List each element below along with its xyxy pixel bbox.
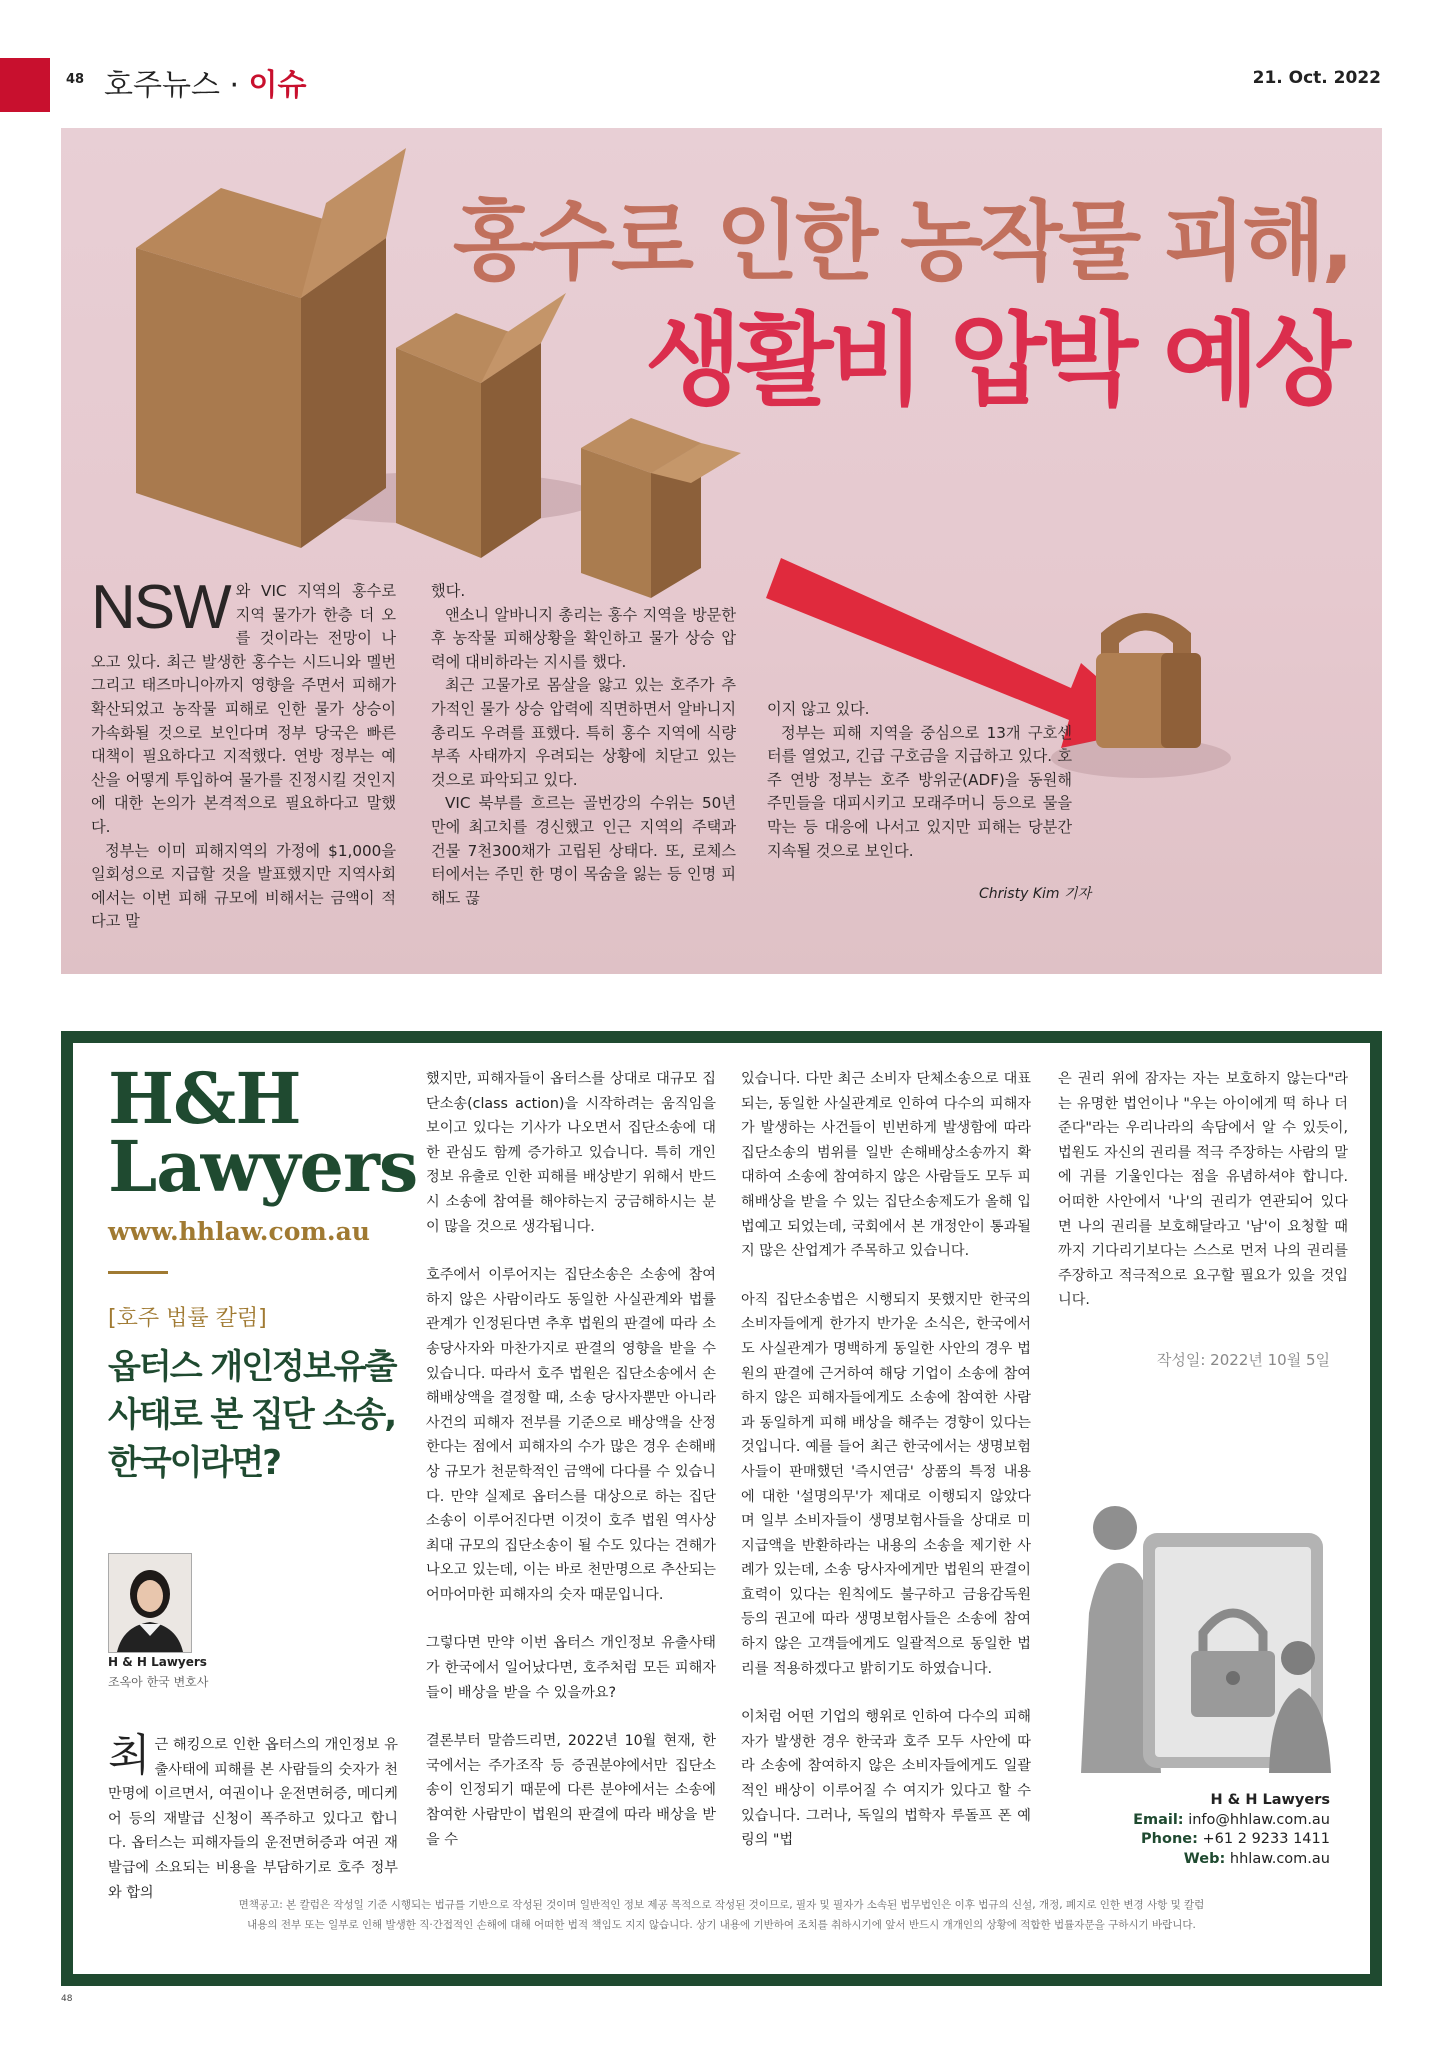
law-paragraph: 결론부터 말씀드리면, 2022년 10월 현재, 한국에서는 주가조작 등 증권분야에서만 집단소송이 인정되기 때문에 다른 분야에서는 소송에 참여한 사람만이 법원의 판결에 따라 배상을 받을 수 [426,1733,716,1848]
byline: Christy Kim 기자 [979,886,1092,902]
column-tag: [호주 법률 칼럼] [108,1306,267,1331]
column-title: 옵터스 개인정보유출 사태로 본 집단 소송, 한국이라면? [108,1347,396,1483]
issue-date: 21. Oct. 2022 [1252,68,1381,88]
article-paragraph: 앤소니 알바니지 총리는 홍수 지역을 방문한 후 농작물 피해상황을 확인하고 물가 상승 압력에 대비하라는 지시를 했다. [431,605,736,671]
section-separator: · [219,68,249,103]
law-paragraph: 호주에서 이루어지는 집단소송은 소송에 참여하지 않은 사람이라도 동일한 사실관계와 법률관계가 인정된다면 추후 법원의 판결에 따라 소송당사자와 마찬가지로 판결의 영향을 받을 수 있습니다. 따라서 호주 법원은 집단소송에서 손해배상액을 결정할 때, 소송 당사자뿐만 아니라 사건의 피해자 전부를 기준으로 배상액을 산정한다는 점에서 피해자의 수가 많은 경우 손해배상 규모가 천문학적인 금액에 다다를 수 있습니다. 만약 실제로 옵터스를 대상으로 하는 집단소송이 이루어진다면 이것이 호주 법원 역사상 최대 규모의 집단소송이 될 수도 있다는 견해가 나오고 있는데, 이는 바로 천만명으로 추산되는 어마어마한 피해자의 숫자 때문입니다. [426,1267,716,1603]
gold-divider [108,1271,168,1274]
law-paragraph: 근 해킹으로 인한 옵터스의 개인정보 유출사태에 피해를 본 사람들의 숫자가 천만명에 이르면서, 여권이나 운전면허증, 메디케어 등의 재발급 신청이 폭주하고 있다고 합니다. 옵터스는 피해자들의 운전면허증과 여권 재발급에 소요되는 비용을 부담하기로 호주 정부와 합의 [108,1737,398,1901]
mid-box-left [396,348,481,558]
law-paragraph: 그렇다면 만약 이번 옵터스 개인정보 유출사태가 한국에서 일어났다면, 호주처럼 모든 피해자들이 배상을 받을 수 있을까요? [426,1635,716,1701]
article-column-3 [767,698,1072,863]
small-box-left [581,448,651,598]
article-paragraph: 정부는 피해 지역을 중심으로 13개 구호센터를 열었고, 긴급 구호금을 지급하고 있다. 호주 연방 정부는 호주 방위군(ADF)을 동원해 주민들을 대피시키고 모래주머니 등으로 물을 막는 등 대응에 나서고 있지만 피해는 당분간 지속될 것으로 보인다. [767,723,1072,860]
disclaimer-line-1: 면책공고: 본 칼럼은 작성일 기준 시행되는 법규를 기반으로 작성된 것이며 일반적인 정보 제공 목적으로 작성된 것이므로, 필자 및 필자가 소속된 법무법인은 이후 법규의 신설, 개정, 폐지로 인한 변경 사항 및 칼럼 [238,1899,1205,1911]
person-head [1093,1506,1137,1550]
disclaimer [103,1895,1340,1935]
article-paragraph: 했다. [431,582,466,600]
article-paragraph: VIC 북부를 흐르는 골번강의 수위는 50년 만에 최고치를 경신했고 인근 지역의 주택과 건물 7천300채가 고립된 상태다. 또, 로체스터에서는 주민 한 명이 목숨을 잃는 등 인명 피해도 끊 [431,794,736,907]
author-role: 조옥아 한국 변호사 [108,1675,209,1689]
contact-email[interactable]: info@hhlaw.com.au [1188,1811,1330,1828]
article-column-1 [91,573,396,934]
keyhole-icon [1226,1671,1240,1685]
dropcap: NSW [91,573,230,642]
logo-line-1: H&H [108,1057,301,1140]
article-paragraph: 이지 않고 있다. [767,700,870,718]
web-label: Web: [1183,1850,1226,1867]
article-column-2 [431,580,736,910]
tablet-lock-illustration [1073,1473,1338,1773]
footer-page-number: 48 [61,1994,73,2004]
logo-line-2: Lawyers [108,1125,418,1208]
article-paragraph: 최근 고물가로 몸살을 앓고 있는 호주가 추가적인 물가 상승 압력에 직면하면서 알바니지 총리도 우려를 표했다. 특히 홍수 지역에 식량 부족 사태까지 우려되는 상황에 치닫고 있는 것으로 파악되고 있다. [431,676,736,789]
section-sub: 이슈 [248,68,307,103]
contact-web[interactable]: hhlaw.com.au [1229,1850,1330,1867]
headline-line1: 홍수로 인한 농작물 피해, [452,192,1350,292]
article-paragraph: 정부는 이미 피해지역의 가정에 $1,000을 일회성으로 지급할 것을 발표했지만 지역사회에서는 이번 피해 규모에 비해서는 금액이 적다고 말 [91,841,396,931]
page-number: 48 [66,72,85,87]
bag-handle [1101,613,1191,658]
law-column-box [61,1031,1382,1986]
second-person-head [1281,1641,1315,1675]
author-photo [108,1553,192,1653]
law-paragraph: 이처럼 어떤 기업의 행위로 인하여 다수의 피해자가 발생한 경우 한국과 호주 모두 사안에 따라 소송에 참여하지 않은 소비자들에게도 일괄적인 배상이 이루어질 수 여지가 있다고 할 수 있습니다. 그러나, 독일의 법학자 루돌프 폰 예링의 "법 [741,1709,1031,1849]
law-column-col2 [426,1067,716,1876]
law-paragraph: 아직 집단소송법은 시행되지 못했지만 한국의 소비자들에게 한가지 반가운 소식은, 한국에서도 사실관계가 명백하게 동일한 사안의 경우 법원의 판결에 근거하여 해당 기업이 소송에 참여하지 않은 피해자들에게도 소송에 참여한 사람과 동일하게 피해 배상을 해주는 경향이 있다는 것입니다. 예를 들어 최근 한국에서는 생명보험사들이 판매했던 '즉시연금' 상품의 특정 내용에 대한 '설명의무'가 제대로 이행되지 않았다며 일부 소비자들이 생명보험사들을 상대로 미지급액을 반환하라는 내용의 소송을 제기한 사례가 있는데, 소송 당사자에게만 법원의 판결이 효력이 있다는 원칙에도 불구하고 금융감독원 등의 권고에 따라 생명보험사들은 소송에 참여하지 않은 고객들에게도 일괄적으로 동일한 법리를 적용하겠다고 밝히기도 하였습니다. [741,1291,1031,1677]
section-color-tab [0,58,50,112]
big-box-left [136,248,301,548]
contact-phone[interactable]: +61 2 9233 1411 [1202,1831,1330,1847]
contact-block [1133,1791,1330,1869]
section-title [104,60,307,104]
headline-line2: 생활비 압박 예상 [645,302,1346,419]
hh-lawyers-logo [108,1057,418,1208]
law-column-col4 [1058,1067,1348,1337]
written-date: 작성일: 2022년 10월 5일 [1156,1351,1330,1369]
law-paragraph: 은 권리 위에 잠자는 자는 보호하지 않는다"라는 유명한 법언이나 "우는 아이에게 떡 하나 더 준다"라는 우리나라의 속담에서 알 수 있듯이, 법원도 자신의 권리를 적극 주장하는 사람의 말에 귀를 기울인다는 점을 유념하셔야 합니다. 어떠한 사안에서 '나'의 권리가 연관되어 있다면 나의 권리를 보호해달라고 '남'이 요청할 때까지 기다리기보다는 스스로 먼저 나의 권리를 주장하고 적극적으로 요구할 필요가 있을 것입니다. [1058,1071,1348,1309]
paper-bag-side [1161,653,1201,748]
dropcap: 최 [108,1730,151,1781]
contact-firm: H & H Lawyers [1210,1792,1330,1808]
logo-url: www.hhlaw.com.au [108,1217,370,1246]
disclaimer-line-2: 내용의 전부 또는 일부로 인해 발생한 직·간접적인 손해에 대해 어떠한 법적 책임도 지지 않습니다. 상기 내용에 기반하여 조치를 취하시기에 앞서 반드시 개개인의 상황에 적합한 법률자문을 구하시기 바랍니다. [247,1919,1196,1931]
law-paragraph: 있습니다. 다만 최근 소비자 단체소송으로 대표되는, 동일한 사실관계로 인하여 다수의 피해자가 발생하는 사건들이 빈번하게 발생함에 따라 집단소송의 범위를 일반 손해배상소송까지 확대하여 소송에 참여하지 않은 사람들도 모두 피해배상을 받을 수 있는 집단소송제도가 올해 입법예고 되었는데, 국회에서 본 개정안이 통과될지 많은 산업계가 주목하고 있습니다. [741,1071,1031,1260]
email-label: Email: [1133,1811,1184,1828]
law-paragraph: 했지만, 피해자들이 옵터스를 상대로 대규모 집단소송(class action)을 시작하려는 움직임을 보이고 있다는 기사가 나오면서 집단소송에 대한 관심도 함께 증가하고 있습니다. 특히 개인정보 유출로 인한 피해를 배상받기 위해서 반드시 소송에 참여를 해야하는지 궁금해하시는 분이 많을 것으로 생각됩니다. [426,1071,716,1235]
author-portrait-icon [109,1554,191,1652]
hero-article [61,128,1382,974]
author-name: H & H Lawyers [108,1655,207,1669]
section-main: 호주뉴스 [104,68,220,103]
law-column-col3 [741,1067,1031,1877]
phone-label: Phone: [1141,1831,1198,1847]
article-lead: 와 VIC 지역의 홍수로 지역 물가가 한층 더 오를 것이라는 전망이 나오고 있다. 최근 발생한 홍수는 시드니와 멜번 그리고 태즈마니아까지 영향을 주면서 피해가 확산되었고 농작물 피해로 인한 물가 상승이 가속화될 것으로 보인다며 정부 당국은 빠른 대책이 필요하다고 지적했다. 연방 정부는 예산을 어떻게 투입하여 물가를 진정시킬 것인지에 대한 논의가 본격적으로 필요하다고 말했다. [91,582,396,836]
